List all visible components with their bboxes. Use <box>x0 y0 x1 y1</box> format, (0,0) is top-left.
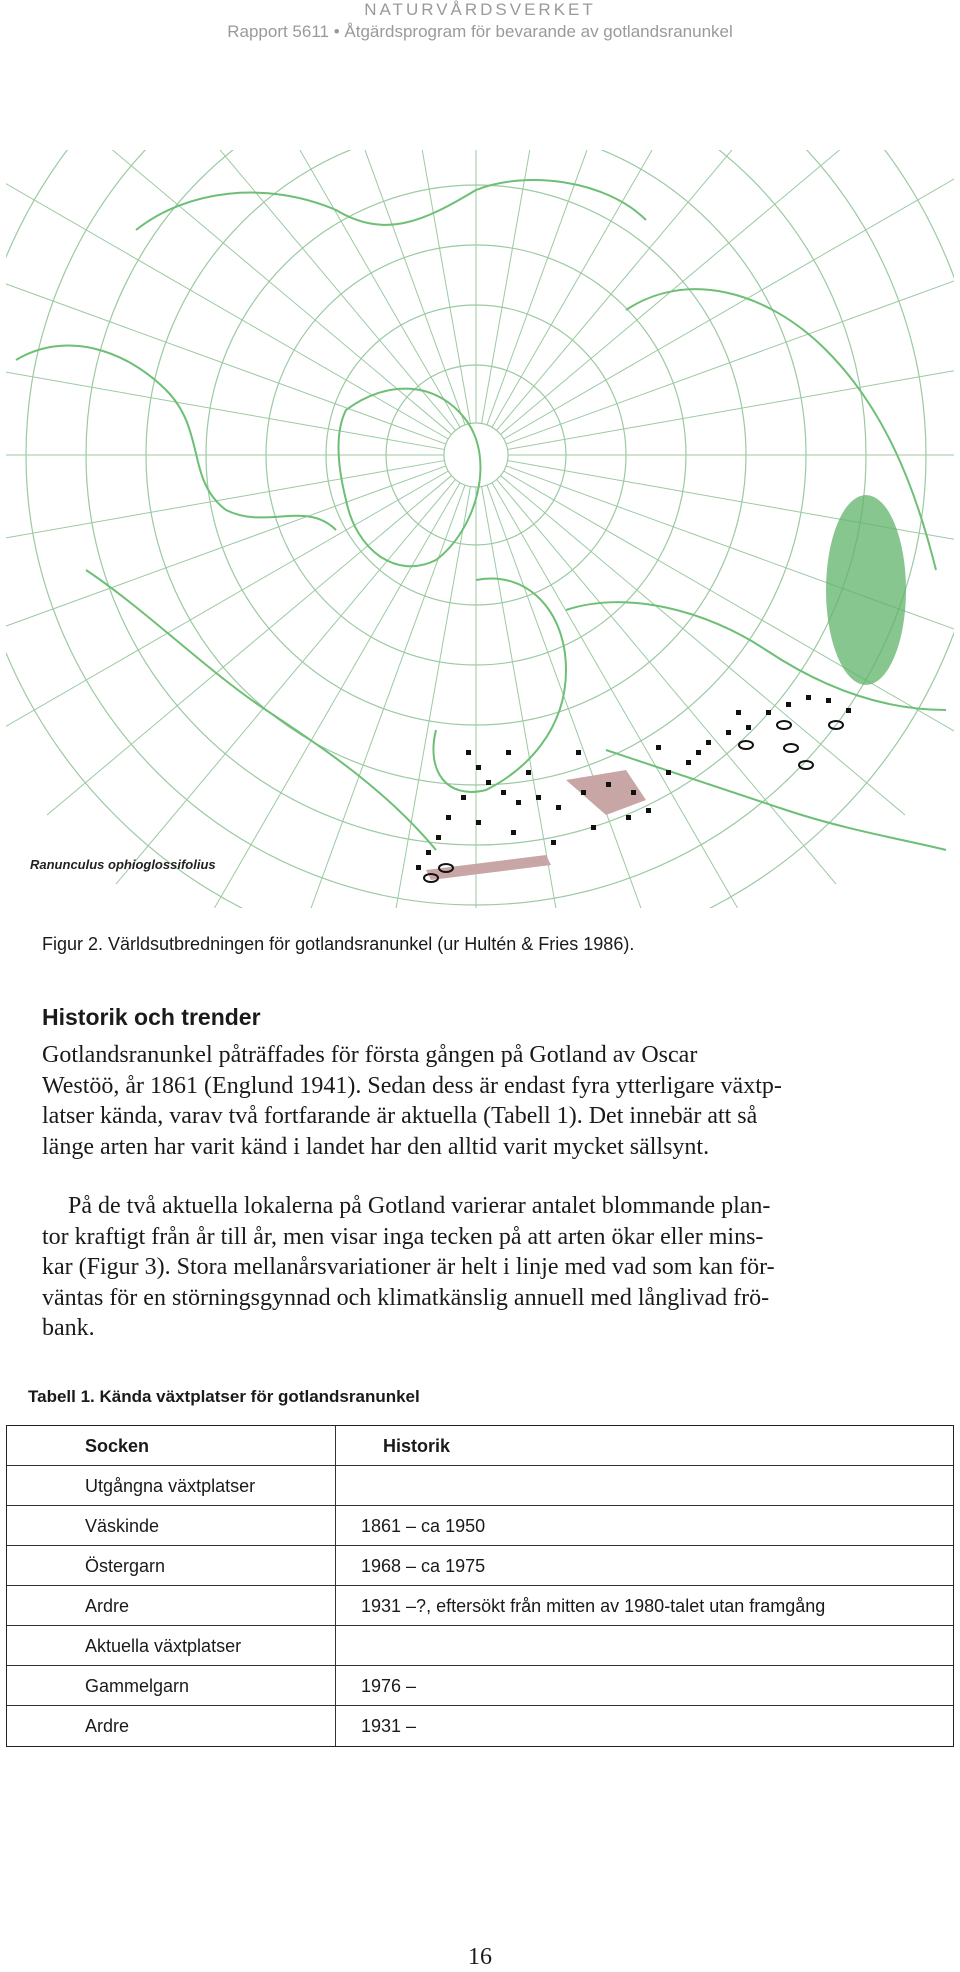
table-row <box>7 1546 953 1586</box>
occurrence-dot <box>591 825 596 830</box>
longitude-line <box>196 483 460 908</box>
page-number: 16 <box>468 1944 492 1970</box>
occurrence-ring <box>739 741 753 749</box>
sites-table <box>6 1425 954 1747</box>
polar-map-svg <box>6 150 954 908</box>
occurrence-dot <box>501 790 506 795</box>
header-report-title: Rapport 5611 • Åtgärdsprogram för bevarande av gotlandsranunkel <box>227 22 733 41</box>
occurrence-dot <box>736 710 741 715</box>
longitude-lines <box>6 150 954 908</box>
longitude-line <box>497 150 836 430</box>
occurrence-dot <box>696 750 701 755</box>
russian-far-east-range <box>826 495 906 685</box>
occurrence-dot <box>516 800 521 805</box>
cell-historik: 1968 – ca 1975 <box>361 1556 486 1576</box>
table-row <box>7 1626 953 1666</box>
occurrence-dot <box>656 745 661 750</box>
longitude-line <box>487 485 668 908</box>
table-caption: Tabell 1. Kända växtplatser för gotlandsranunkel <box>28 1387 420 1406</box>
occurrence-dot <box>806 695 811 700</box>
longitude-line <box>482 150 574 423</box>
cell-historik: 1976 – <box>361 1676 417 1696</box>
occurrence-dot <box>466 750 471 755</box>
occurrence-dot <box>606 782 611 787</box>
longitude-line <box>116 480 455 884</box>
occurrence-dot <box>846 708 851 713</box>
text-line: latser kända, varav två fortfarande är aktuella (Tabell 1). Det innebär att så <box>42 1103 758 1129</box>
header-org: NATURVÅRDSVERKET <box>364 0 596 19</box>
table-row <box>7 1506 953 1546</box>
occurrence-dot <box>576 750 581 755</box>
cell-socken: Östergarn <box>85 1556 166 1576</box>
cell-socken: Utgångna växtplatser <box>85 1476 256 1496</box>
occurrence-dot <box>666 770 671 775</box>
longitude-line <box>506 263 954 444</box>
cell-socken: Ardre <box>85 1716 130 1736</box>
table-header-row <box>7 1426 953 1466</box>
longitude-line <box>196 150 460 427</box>
text-line: Westöö, år 1861 (Englund 1941). Sedan dess är endast fyra ytterligare växtp- <box>42 1072 782 1099</box>
text-line: väntas för en störningsgynnad och klimatkänslig annuell med långlivad frö- <box>42 1284 770 1311</box>
occurrence-dot <box>436 835 441 840</box>
occurrence-dot <box>746 725 751 730</box>
table-row <box>7 1466 953 1506</box>
text-line: bank. <box>42 1315 95 1341</box>
occurrence-dot <box>686 760 691 765</box>
latitude-circle <box>444 423 508 487</box>
cell-socken: Aktuella växtplatser <box>85 1636 242 1656</box>
text-line: länge arten har varit känd i landet har den alltid varit mycket sällsynt. <box>42 1133 710 1160</box>
latitude-circle <box>6 150 954 908</box>
coastlines <box>16 180 946 850</box>
longitude-line <box>284 485 465 908</box>
occurrence-dot <box>551 840 556 845</box>
longitude-line <box>379 150 471 423</box>
occurrence-dot <box>476 765 481 770</box>
longitude-line <box>487 150 668 425</box>
figure-caption: Figur 2. Världsutbredningen för gotlandsranunkel (ur Hultén & Fries 1986). <box>42 934 635 954</box>
occurrence-dot <box>581 790 586 795</box>
occurrence-dot <box>486 780 491 785</box>
longitude-line <box>6 358 444 450</box>
occurrence-dot <box>536 795 541 800</box>
occurrence-dot <box>826 698 831 703</box>
latitude-circles <box>6 150 954 908</box>
cell-historik: 1861 – ca 1950 <box>361 1516 486 1536</box>
occurrence-dot <box>461 795 466 800</box>
longitude-line <box>492 150 756 427</box>
occurrence-ring <box>784 744 798 752</box>
cell-socken: Gammelgarn <box>85 1676 190 1696</box>
cell-socken: Ardre <box>85 1596 130 1616</box>
longitude-line <box>504 175 954 439</box>
longitude-line <box>501 150 905 434</box>
occurrence-dot <box>766 710 771 715</box>
table-row <box>7 1586 953 1626</box>
occurrence-dot <box>626 815 631 820</box>
header-historik: Historik <box>383 1436 451 1456</box>
occurrence-dot <box>416 865 421 870</box>
occurrence-dot <box>706 740 711 745</box>
occurrence-dot <box>631 790 636 795</box>
occurrence-dot <box>476 820 481 825</box>
occurrence-dot <box>426 850 431 855</box>
text-line: På de två aktuella lokalerna på Gotland varierar antalet blommande plan- <box>68 1193 771 1219</box>
paragraph-trends <box>42 1191 942 1344</box>
occurrence-dot <box>526 770 531 775</box>
occurrence-ring <box>799 761 813 769</box>
occurrence-ring <box>777 721 791 729</box>
header-socken: Socken <box>85 1436 150 1456</box>
occurrence-dot <box>786 702 791 707</box>
table-row <box>7 1666 953 1706</box>
occurrence-dot <box>646 808 651 813</box>
occurrence-dot <box>556 805 561 810</box>
cell-historik: 1931 – <box>361 1716 417 1736</box>
section-heading: Historik och trender <box>42 1004 261 1030</box>
longitude-line <box>492 483 756 908</box>
longitude-line <box>6 175 448 439</box>
text-line: Gotlandsranunkel påträffades för första gången på Gotland av Oscar <box>42 1042 698 1068</box>
longitude-line <box>47 476 451 815</box>
map-species-label: Ranunculus ophioglossifolius <box>30 857 216 872</box>
text-line: tor kraftigt från år till år, men visar inga tecken på att arten ökar eller mins- <box>42 1223 764 1250</box>
longitude-line <box>284 150 465 425</box>
text-line: kar (Figur 3). Stora mellanårsvariationer är helt i linje med vad som kan för- <box>42 1254 775 1280</box>
occurrence-dot <box>726 730 731 735</box>
europe-distribution <box>426 770 646 880</box>
occurrence-dot <box>511 830 516 835</box>
occurrence-dot <box>446 815 451 820</box>
cell-socken: Väskinde <box>85 1516 160 1536</box>
occurrence-dot <box>506 750 511 755</box>
cell-historik: 1931 –?, eftersökt från mitten av 1980-talet utan framgång <box>361 1596 826 1616</box>
paragraph-history <box>42 1040 942 1162</box>
table-row <box>7 1706 953 1746</box>
longitude-line <box>497 480 836 884</box>
world-distribution-map <box>6 150 954 908</box>
longitude-line <box>6 461 444 553</box>
